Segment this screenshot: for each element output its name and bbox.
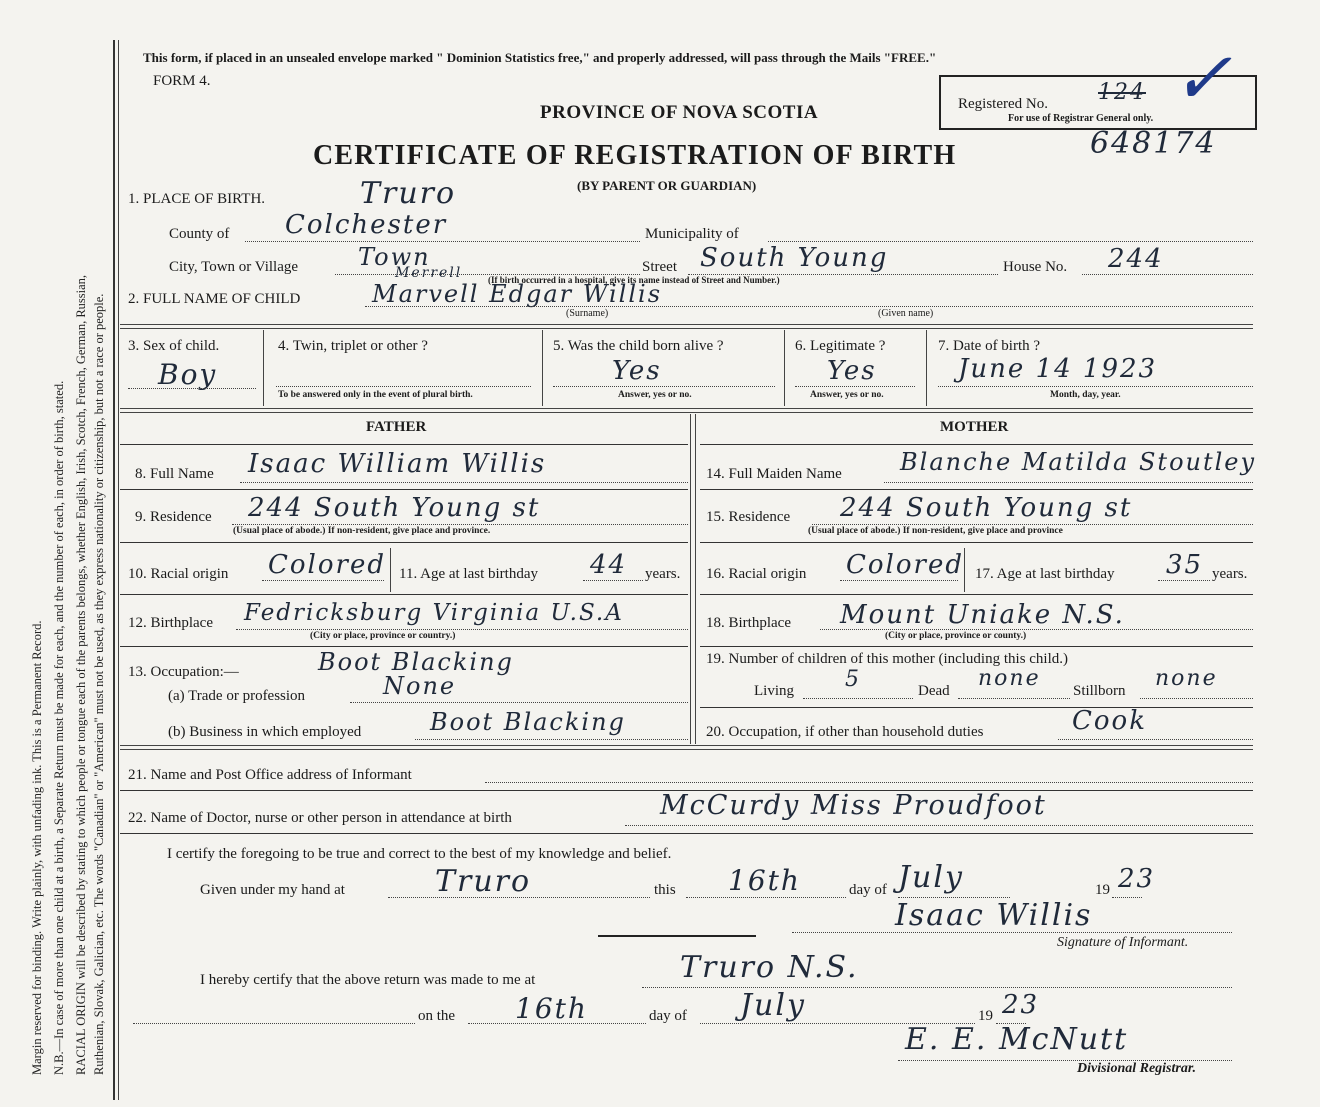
mother-residence-line bbox=[812, 524, 1253, 525]
surname-note: (Surname) bbox=[566, 308, 609, 319]
given-year-line bbox=[1112, 897, 1142, 898]
father-residence-value: 244 South Young st bbox=[248, 493, 541, 523]
mother-occupation-label: 20. Occupation, if other than household duties bbox=[706, 724, 984, 740]
row-rule bbox=[700, 594, 1253, 595]
parent-divider bbox=[695, 414, 696, 744]
field-divider bbox=[964, 548, 965, 592]
alive-label: 5. Was the child born alive ? bbox=[553, 338, 724, 354]
date-of-birth-value: June 14 1923 bbox=[958, 354, 1158, 384]
informant-signature: Isaac Willis bbox=[895, 898, 1093, 933]
box-divider bbox=[784, 330, 785, 406]
registrar-place-value: Truro N.S. bbox=[680, 950, 859, 985]
check-mark-icon: ✓ bbox=[1166, 36, 1250, 120]
father-trade-line bbox=[350, 702, 688, 703]
row-rule bbox=[700, 542, 1253, 543]
twin-note: To be answered only in the event of plural birth. bbox=[278, 390, 473, 400]
row-rule bbox=[120, 646, 688, 647]
section-divider bbox=[120, 745, 1253, 750]
children-count-label: 19. Number of children of this mother (including this child.) bbox=[706, 651, 1069, 667]
father-heading: FATHER bbox=[366, 419, 427, 435]
mother-name-value: Blanche Matilda Stoutley bbox=[900, 448, 1257, 476]
father-business-line bbox=[415, 739, 688, 740]
mother-residence-value: 244 South Young st bbox=[840, 493, 1133, 523]
mail-notice: This form, if placed in an unsealed envelope marked " Dominion Statistics free," and properly addressed, will pass through the Mails "FREE." bbox=[143, 50, 937, 65]
mother-occupation-line bbox=[1058, 739, 1253, 740]
father-residence-line bbox=[232, 524, 688, 525]
father-occupation-label: 13. Occupation:— bbox=[128, 664, 239, 680]
stillborn-label: Stillborn bbox=[1073, 683, 1126, 699]
informant-label: 21. Name and Post Office address of Informant bbox=[128, 767, 412, 783]
mother-race-value: Colored bbox=[846, 550, 964, 580]
father-age-line bbox=[583, 580, 643, 581]
registrar-dayof-label: day of bbox=[649, 1008, 687, 1024]
this-label: this bbox=[654, 882, 676, 898]
row-rule bbox=[120, 833, 1253, 834]
mother-race-line bbox=[840, 580, 958, 581]
father-race-label: 10. Racial origin bbox=[128, 566, 229, 582]
row-rule bbox=[120, 542, 688, 543]
doctor-value: McCurdy Miss Proudfoot bbox=[660, 790, 1047, 821]
margin-note-racial-origin-2: Ruthenian, Slovak, Galician, etc. The words "Canadian" or "American" must not be used, as they express nationality or citizenship, but not a race or people. bbox=[92, 293, 106, 1075]
living-value: 5 bbox=[845, 667, 861, 692]
heading-rule bbox=[120, 444, 688, 445]
registrar-signature: E. E. McNutt bbox=[905, 1022, 1129, 1057]
registrar-left-line bbox=[133, 1023, 415, 1024]
twin-label: 4. Twin, triplet or other ? bbox=[278, 338, 428, 354]
given-dayof-label: day of bbox=[849, 882, 887, 898]
living-line bbox=[803, 698, 913, 699]
dead-label: Dead bbox=[918, 683, 950, 699]
child-name-correction: Merrell bbox=[395, 265, 463, 281]
county-label: County of bbox=[169, 226, 230, 242]
heading-rule bbox=[700, 444, 1253, 445]
father-years-label: years. bbox=[645, 566, 681, 582]
row-rule bbox=[700, 707, 1253, 708]
mother-name-line bbox=[884, 482, 1253, 483]
legitimate-line bbox=[795, 386, 915, 387]
county-value: Colchester bbox=[285, 210, 448, 240]
sex-line bbox=[128, 388, 256, 389]
margin-note-binding: Margin reserved for binding. Write plainly, with unfading ink. This is a Permanent Record. bbox=[30, 620, 44, 1075]
stillborn-value: none bbox=[1155, 666, 1218, 691]
father-trade-value: None bbox=[383, 672, 457, 700]
dead-value: none bbox=[978, 666, 1041, 691]
mother-heading: MOTHER bbox=[940, 419, 1009, 435]
city-value: Town bbox=[358, 243, 431, 271]
registrar-signature-label: Divisional Registrar. bbox=[1077, 1061, 1197, 1076]
mother-age-value: 35 bbox=[1166, 550, 1204, 580]
mother-years-label: years. bbox=[1212, 566, 1248, 582]
margin-rule-inner bbox=[118, 40, 119, 1100]
signature-rule-left bbox=[598, 935, 756, 937]
registrar-year-prefix: 19 bbox=[978, 1008, 993, 1024]
section-divider bbox=[120, 408, 1253, 413]
row-rule bbox=[700, 489, 1253, 490]
given-name-note: (Given name) bbox=[878, 308, 934, 319]
registrar-month-value: July bbox=[740, 988, 806, 1023]
box-divider bbox=[542, 330, 543, 406]
house-value: 244 bbox=[1108, 244, 1164, 274]
father-business-label: (b) Business in which employed bbox=[168, 724, 362, 740]
mother-birthplace-label: 18. Birthplace bbox=[706, 615, 791, 631]
mother-occupation-value: Cook bbox=[1072, 706, 1147, 736]
mother-birthplace-note: (City or place, province or county.) bbox=[885, 631, 1027, 641]
doctor-label: 22. Name of Doctor, nurse or other person in attendance at birth bbox=[128, 810, 512, 826]
house-line bbox=[1082, 274, 1253, 275]
registrar-year-value: 23 bbox=[1002, 990, 1040, 1020]
father-occupation-value: Boot Blacking bbox=[318, 648, 514, 676]
date-of-birth-label: 7. Date of birth ? bbox=[938, 338, 1041, 354]
legitimate-value: Yes bbox=[827, 356, 877, 386]
given-place-value: Truro bbox=[435, 864, 532, 899]
city-label: City, Town or Village bbox=[169, 259, 299, 275]
place-of-birth-value: Truro bbox=[360, 176, 457, 211]
mother-residence-label: 15. Residence bbox=[706, 509, 791, 525]
registrar-on-label: on the bbox=[418, 1008, 456, 1024]
child-name-label: 2. FULL NAME OF CHILD bbox=[128, 291, 301, 307]
row-rule bbox=[700, 646, 1253, 647]
province-heading: PROVINCE OF NOVA SCOTIA bbox=[540, 102, 819, 123]
registrar-day-value: 16th bbox=[515, 992, 588, 1025]
place-of-birth-label: 1. PLACE OF BIRTH. bbox=[128, 191, 266, 207]
given-month-value: July bbox=[898, 860, 964, 895]
given-year-prefix: 19 bbox=[1095, 882, 1110, 898]
child-name-value: Marvell Edgar Willis bbox=[372, 280, 663, 308]
father-name-label: 8. Full Name bbox=[135, 466, 214, 482]
doctor-line bbox=[625, 825, 1253, 826]
mother-race-label: 16. Racial origin bbox=[706, 566, 807, 582]
date-of-birth-note: Month, day, year. bbox=[1050, 390, 1121, 400]
father-birthplace-label: 12. Birthplace bbox=[128, 615, 213, 631]
informant-line bbox=[485, 782, 1253, 783]
legitimate-label: 6. Legitimate ? bbox=[795, 338, 886, 354]
father-business-value: Boot Blacking bbox=[430, 708, 626, 736]
county-line bbox=[245, 241, 640, 242]
given-year-value: 23 bbox=[1118, 864, 1156, 894]
registrar-place-line bbox=[642, 987, 1232, 988]
sex-label: 3. Sex of child. bbox=[128, 338, 220, 354]
twin-line bbox=[276, 386, 531, 387]
legitimate-note: Answer, yes or no. bbox=[810, 390, 884, 400]
living-label: Living bbox=[754, 683, 794, 699]
sex-value: Boy bbox=[158, 358, 218, 391]
father-residence-note: (Usual place of abode.) If non-resident, give place and province. bbox=[233, 526, 491, 536]
alive-line bbox=[553, 386, 775, 387]
dead-line bbox=[958, 698, 1070, 699]
mother-name-label: 14. Full Maiden Name bbox=[706, 466, 842, 482]
section-divider bbox=[120, 324, 1253, 329]
hospital-note: (If birth occurred in a hospital, give its name instead of Street and Number.) bbox=[488, 275, 780, 285]
house-label: House No. bbox=[1003, 259, 1068, 275]
father-trade-label: (a) Trade or profession bbox=[168, 688, 306, 704]
father-birthplace-value: Fedricksburg Virginia U.S.A bbox=[244, 600, 624, 626]
father-age-value: 44 bbox=[590, 550, 628, 580]
certify-statement: I certify the foregoing to be true and correct to the best of my knowledge and belief. bbox=[167, 846, 672, 862]
mother-residence-note: (Usual place of abode.) If non-resident, give place and province bbox=[808, 526, 1063, 536]
alive-note: Answer, yes or no. bbox=[618, 390, 692, 400]
father-race-value: Colored bbox=[268, 550, 386, 580]
margin-note-racial-origin-1: RACIAL ORIGIN will be described by stating to which people or tongue each of the parents belongs, whether English, Irish, Scotch, French, German, Russian, bbox=[74, 274, 88, 1075]
father-name-line bbox=[240, 482, 688, 483]
given-day-value: 16th bbox=[728, 864, 801, 897]
given-under-label: Given under my hand at bbox=[200, 882, 345, 898]
date-of-birth-line bbox=[938, 386, 1253, 387]
row-rule bbox=[120, 489, 688, 490]
street-value: South Young bbox=[700, 243, 889, 273]
mother-age-line bbox=[1158, 580, 1210, 581]
registered-struck-number: 124 bbox=[1098, 80, 1146, 105]
municipality-label: Municipality of bbox=[645, 226, 739, 242]
father-race-line bbox=[262, 580, 384, 581]
alive-value: Yes bbox=[612, 356, 662, 386]
registered-label: Registered No. bbox=[958, 96, 1048, 112]
row-rule bbox=[120, 594, 688, 595]
mother-birthplace-value: Mount Uniake N.S. bbox=[840, 600, 1125, 630]
given-day-line bbox=[686, 897, 846, 898]
form-number: FORM 4. bbox=[153, 73, 211, 89]
stillborn-line bbox=[1140, 698, 1253, 699]
registered-number: 648174 bbox=[1090, 126, 1217, 161]
child-name-line bbox=[365, 306, 1253, 307]
father-name-value: Isaac William Willis bbox=[248, 449, 547, 479]
box-divider bbox=[263, 330, 264, 406]
box-divider bbox=[926, 330, 927, 406]
registrar-general-note: For use of Registrar General only. bbox=[1008, 113, 1154, 124]
subtitle: (BY PARENT OR GUARDIAN) bbox=[577, 178, 757, 193]
father-birthplace-note: (City or place, province or country.) bbox=[310, 631, 456, 641]
field-divider bbox=[390, 548, 391, 592]
margin-rule bbox=[113, 40, 115, 1100]
father-birthplace-line bbox=[236, 629, 688, 630]
street-label: Street bbox=[642, 259, 677, 275]
municipality-line bbox=[768, 241, 1253, 242]
mother-birthplace-line bbox=[820, 629, 1253, 630]
registrar-statement: I hereby certify that the above return was made to me at bbox=[200, 972, 536, 988]
father-residence-label: 9. Residence bbox=[135, 509, 212, 525]
page-title: CERTIFICATE OF REGISTRATION OF BIRTH bbox=[313, 140, 957, 171]
mother-age-label: 17. Age at last birthday bbox=[975, 566, 1115, 582]
informant-signature-label: Signature of Informant. bbox=[1057, 935, 1189, 950]
margin-note-plural-birth: N.B.—In case of more than one child at a birth, a Separate Return must be made for each, and the number of each, in order of birth, stated. bbox=[52, 380, 66, 1075]
father-age-label: 11. Age at last birthday bbox=[399, 566, 538, 582]
parent-divider bbox=[690, 414, 691, 744]
